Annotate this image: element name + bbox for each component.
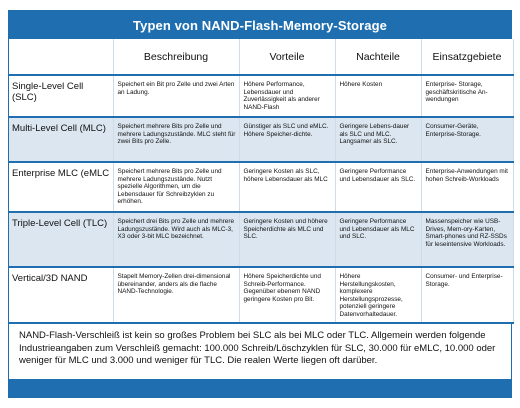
cell-beschreibung: Stapelt Memory-Zellen drei-dimensional übereinander, anders als die flache NAND-Technologie. xyxy=(113,267,239,323)
cell-vorteile: Günstiger als SLC und eMLC. Höhere Speicher-dichte. xyxy=(239,117,335,162)
row-name: Single-Level Cell (SLC) xyxy=(9,75,113,117)
cell-vorteile: Geringere Kosten als SLC, höhere Lebensdauer als MLC xyxy=(239,162,335,212)
header-row xyxy=(9,39,513,75)
table-row-tlc xyxy=(9,212,513,267)
table-row-3d-nand xyxy=(9,267,513,323)
cell-nachteile: Geringere Performance und Lebensdauer als SLC. xyxy=(335,162,421,212)
infographic-frame xyxy=(8,10,512,398)
table-row-mlc xyxy=(9,117,513,162)
header-beschreibung: Beschreibung xyxy=(113,39,239,75)
cell-vorteile: Höhere Performance, Lebensdauer und Zuverlässigkeit als anderer NAND-Flash xyxy=(239,75,335,117)
cell-vorteile: Höhere Speicherdichte und Schreib-Performance. Gegenüber ebenem NAND geringere Kosten pro Bit. xyxy=(239,267,335,323)
table-title: Typen von NAND-Flash-Memory-Storage xyxy=(9,11,511,39)
cell-beschreibung: Speichert mehrere Bits pro Zelle und mehrere Ladungszustände. Nutzt spezielle Algorithmen, um die Lebensdauer für Schreibzyklen zu erhöhen. xyxy=(113,162,239,212)
cell-nachteile: Höhere Herstellungskosten, komplexere Herstellungsprozesse, potenziell geringere Datenvorhaltedauer. xyxy=(335,267,421,323)
row-name: Vertical/3D NAND xyxy=(9,267,113,323)
cell-beschreibung: Speichert mehrere Bits pro Zelle und mehrere Ladungszustände. MLC steht für zwei Bits pro Zelle. xyxy=(113,117,239,162)
cell-einsatzgebiete: Consumer-Geräte, Enterprise-Storage. xyxy=(421,117,513,162)
header-vorteile: Vorteile xyxy=(239,39,335,75)
comparison-table xyxy=(9,39,514,324)
header-empty xyxy=(9,39,113,75)
cell-beschreibung: Speichert ein Bit pro Zelle und zwei Arten an Ladung. xyxy=(113,75,239,117)
footer-note: NAND-Flash-Verschleiß ist kein so großes Problem bei SLC als bei MLC oder TLC. Allgemein werden folgende Industrieangaben zum Verschleiß gemacht: 100.000 Schreib/Löschzyklen für SLC, 30.000 für eMLC, 10.000 oder weniger für MLC und 3.000 und weniger für TLC. Die realen Werte liegen oft darüber. xyxy=(19,330,496,367)
cell-nachteile: Höhere Kosten xyxy=(335,75,421,117)
bottom-bar xyxy=(9,379,511,397)
header-nachteile: Nachteile xyxy=(335,39,421,75)
cell-einsatzgebiete: Enterprise-Anwendungen mit hohen Schreib-Workloads xyxy=(421,162,513,212)
cell-vorteile: Geringere Kosten und höhere Speicherdichte als MLC und SLC. xyxy=(239,212,335,267)
cell-beschreibung: Speichert drei Bits pro Zelle und mehrere Ladungszustände. Wird auch als MLC-3, X3 oder 3-bit MLC bezeichnet. xyxy=(113,212,239,267)
table-row-slc xyxy=(9,75,513,117)
header-einsatzgebiete: Einsatzgebiete xyxy=(421,39,513,75)
cell-einsatzgebiete: Enterprise- Storage, geschäftskritische An-wendungen xyxy=(421,75,513,117)
row-name: Triple-Level Cell (TLC) xyxy=(9,212,113,267)
row-name: Enterprise MLC (eMLC xyxy=(9,162,113,212)
cell-einsatzgebiete: Massenspeicher wie USB-Drives, Mem-ory-Karten, Smart-phones und RZ-SSDs für leseintensive Workloads. xyxy=(421,212,513,267)
row-name: Multi-Level Cell (MLC) xyxy=(9,117,113,162)
cell-nachteile: Geringere Lebens-dauer als SLC und MLC. Langsamer als SLC. xyxy=(335,117,421,162)
table-row-emlc xyxy=(9,162,513,212)
cell-einsatzgebiete: Consumer- und Enterprise-Storage. xyxy=(421,267,513,323)
cell-nachteile: Geringere Performance und Lebensdauer als MLC und SLC. xyxy=(335,212,421,267)
